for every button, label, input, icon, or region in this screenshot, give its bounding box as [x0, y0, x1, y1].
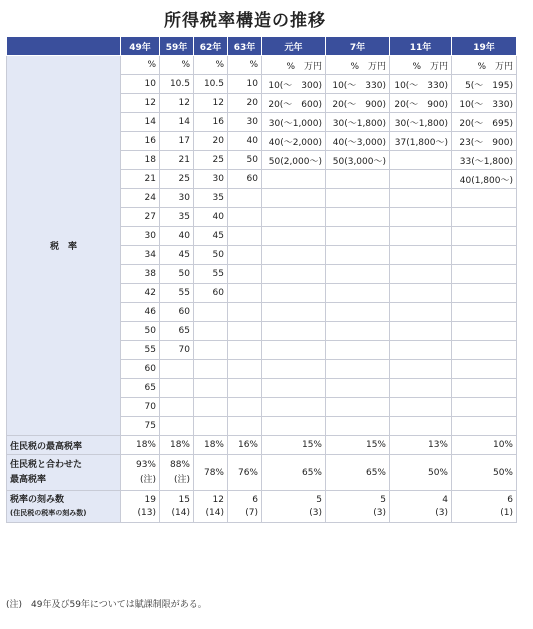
rate-cell: [452, 417, 517, 436]
brackets-value: 6: [507, 494, 513, 505]
rate-cell: [262, 208, 326, 227]
rate-cell: 5(～ 195): [452, 75, 517, 94]
unit-cell: %: [121, 56, 160, 75]
brackets-row: [7, 491, 517, 523]
rate-cell: [390, 417, 452, 436]
rate-cell: [452, 341, 517, 360]
rate-cell: 20(～ 695): [452, 113, 517, 132]
column-header: 63年: [228, 37, 262, 56]
rate-cell: 30: [228, 113, 262, 132]
rate-cell: [262, 227, 326, 246]
footnote: (注) 49年及び59年については賦課制限がある。: [6, 600, 207, 610]
rate-cell: 10.5: [194, 75, 228, 94]
rate-cell: [326, 360, 390, 379]
combined-max-cell: 78%: [194, 455, 228, 491]
tax-rate-table: [6, 36, 517, 523]
rate-cell: 30(～1,800): [326, 113, 390, 132]
rate-cell: [390, 303, 452, 322]
rate-cell: [194, 379, 228, 398]
brackets-label: [7, 491, 121, 523]
brackets-value: 5: [380, 494, 386, 505]
rate-cell: 21: [121, 170, 160, 189]
combined-max-cell: [121, 455, 160, 491]
brackets-value: 12: [212, 494, 224, 505]
column-header: 元年: [262, 37, 326, 56]
resident-max-cell: 18%: [194, 436, 228, 455]
rate-cell: [262, 417, 326, 436]
rate-cell: 12: [160, 94, 194, 113]
rate-cell: 65: [160, 322, 194, 341]
rate-cell: [390, 341, 452, 360]
resident-max-cell: 13%: [390, 436, 452, 455]
rate-cell: 37(1,800～): [390, 132, 452, 151]
rate-cell: 17: [160, 132, 194, 151]
brackets-resident: (14): [205, 507, 224, 518]
brackets-value: 5: [316, 494, 322, 505]
resident-max-label: 住民税の最高税率: [7, 436, 121, 455]
resident-max-cell: 18%: [160, 436, 194, 455]
rate-cell: 40: [160, 227, 194, 246]
rate-cell: [228, 265, 262, 284]
brackets-cell: [194, 491, 228, 523]
combined-max-value: 88%: [169, 459, 190, 470]
brackets-sublabel: (住民税の税率の刻み数): [10, 508, 87, 517]
combined-max-cell: 65%: [262, 455, 326, 491]
rate-cell: 60: [160, 303, 194, 322]
rate-cell: 45: [160, 246, 194, 265]
rate-cell: 38: [121, 265, 160, 284]
rate-cell: 23(～ 900): [452, 132, 517, 151]
combined-max-cell: 50%: [390, 455, 452, 491]
rate-cell: [452, 208, 517, 227]
rate-cell: [262, 189, 326, 208]
rate-cell: [228, 284, 262, 303]
brackets-resident: (7): [245, 507, 258, 518]
resident-max-row: [7, 436, 517, 455]
rate-cell: [194, 417, 228, 436]
rate-cell: [390, 151, 452, 170]
combined-max-cell: 76%: [228, 455, 262, 491]
rate-cell: 10(～ 330): [452, 94, 517, 113]
brackets-cell: [121, 491, 160, 523]
rate-cell: 50: [228, 151, 262, 170]
page-title: 所得税率構造の推移: [164, 11, 326, 31]
rate-cell: 34: [121, 246, 160, 265]
rate-cell: 24: [121, 189, 160, 208]
rate-cell: 30: [194, 170, 228, 189]
rate-cell: 55: [194, 265, 228, 284]
brackets-value: 15: [178, 494, 190, 505]
rate-cell: [452, 246, 517, 265]
rate-cell: [452, 360, 517, 379]
rate-cell: [390, 170, 452, 189]
brackets-cell: [262, 491, 326, 523]
column-header: 49年: [121, 37, 160, 56]
rate-cell: 40(～2,000): [262, 132, 326, 151]
unit-cell: %: [194, 56, 228, 75]
rate-cell: 25: [194, 151, 228, 170]
brackets-value: 4: [442, 494, 448, 505]
rate-cell: [194, 398, 228, 417]
rate-cell: 35: [194, 189, 228, 208]
rate-cell: [452, 284, 517, 303]
rate-cell: 14: [160, 113, 194, 132]
rate-cell: 40: [194, 208, 228, 227]
header-corner: [7, 37, 121, 56]
rate-cell: [452, 189, 517, 208]
rate-cell: [262, 303, 326, 322]
brackets-resident: (14): [171, 507, 190, 518]
rate-cell: 14: [121, 113, 160, 132]
brackets-resident: (1): [500, 507, 513, 518]
rate-cell: [194, 360, 228, 379]
rate-cell: [390, 208, 452, 227]
rate-cell: [228, 341, 262, 360]
brackets-cell: [390, 491, 452, 523]
rate-cell: 16: [121, 132, 160, 151]
brackets-label-main: 税率の刻み数: [10, 494, 65, 505]
rate-cell: [390, 379, 452, 398]
rate-cell: 46: [121, 303, 160, 322]
rate-cell: [390, 246, 452, 265]
rate-cell: [228, 360, 262, 379]
rate-cell: 20: [194, 132, 228, 151]
combined-max-note: (注): [173, 474, 190, 485]
rate-cell: [452, 227, 517, 246]
rate-cell: [390, 227, 452, 246]
rate-cell: 12: [121, 94, 160, 113]
brackets-cell: [160, 491, 194, 523]
rate-cell: 25: [160, 170, 194, 189]
rate-cell: 50: [194, 246, 228, 265]
rate-cell: 40: [228, 132, 262, 151]
rate-cell: 27: [121, 208, 160, 227]
combined-max-cell: [160, 455, 194, 491]
rate-cell: 30: [160, 189, 194, 208]
rate-cell: [326, 284, 390, 303]
rate-cell: [194, 322, 228, 341]
rate-cell: [452, 322, 517, 341]
rate-cell: 75: [121, 417, 160, 436]
rate-cell: 10(～ 330): [326, 75, 390, 94]
rate-cell: [326, 322, 390, 341]
rate-cell: 60: [121, 360, 160, 379]
header-row: [7, 37, 517, 56]
rate-cell: [452, 265, 517, 284]
rate-cell: [160, 360, 194, 379]
rate-cell: 40(1,800～): [452, 170, 517, 189]
combined-max-note: (注): [139, 474, 156, 485]
resident-max-cell: 10%: [452, 436, 517, 455]
rate-cell: [262, 322, 326, 341]
rate-cell: [262, 265, 326, 284]
brackets-resident: (3): [373, 507, 386, 518]
combined-max-label-line2: 最高税率: [10, 474, 47, 485]
rate-cell: [228, 379, 262, 398]
rate-cell: 70: [160, 341, 194, 360]
unit-cell: % 万円: [262, 56, 326, 75]
rate-cell: [262, 360, 326, 379]
resident-max-cell: 18%: [121, 436, 160, 455]
rate-cell: 10: [228, 75, 262, 94]
rate-cell: 12: [194, 94, 228, 113]
rate-cell: [262, 398, 326, 417]
rate-cell: 42: [121, 284, 160, 303]
rate-cell: 55: [160, 284, 194, 303]
rate-cell: [228, 208, 262, 227]
rate-cell: [390, 189, 452, 208]
rate-cell: [262, 284, 326, 303]
column-header: 11年: [390, 37, 452, 56]
rate-cell: 50: [160, 265, 194, 284]
rate-cell: [194, 303, 228, 322]
rate-cell: 70: [121, 398, 160, 417]
rate-cell: 65: [121, 379, 160, 398]
rate-cell: [390, 265, 452, 284]
rate-cell: [160, 417, 194, 436]
rate-cell: [390, 398, 452, 417]
rate-cell: [326, 170, 390, 189]
rate-cell: [160, 379, 194, 398]
unit-cell: % 万円: [452, 56, 517, 75]
column-header: 59年: [160, 37, 194, 56]
rate-cell: [326, 303, 390, 322]
brackets-cell: [452, 491, 517, 523]
rate-cell: 33(～1,800): [452, 151, 517, 170]
rate-cell: [390, 322, 452, 341]
rate-cell: [452, 303, 517, 322]
unit-row: [7, 56, 517, 75]
rate-cell: [452, 379, 517, 398]
rate-cell: 30(～1,800): [390, 113, 452, 132]
column-header: 7年: [326, 37, 390, 56]
brackets-cell: [326, 491, 390, 523]
rate-cell: [326, 398, 390, 417]
rate-cell: 30(～1,000): [262, 113, 326, 132]
rate-cell: 30: [121, 227, 160, 246]
unit-cell: %: [160, 56, 194, 75]
rate-cell: 50(3,000～): [326, 151, 390, 170]
rate-cell: 20(～ 600): [262, 94, 326, 113]
resident-max-cell: 16%: [228, 436, 262, 455]
rate-cell: [228, 303, 262, 322]
rate-cell: 45: [194, 227, 228, 246]
rate-cell: [262, 170, 326, 189]
rate-cell: 35: [160, 208, 194, 227]
rate-cell: 20: [228, 94, 262, 113]
column-header: 19年: [452, 37, 517, 56]
resident-max-cell: 15%: [326, 436, 390, 455]
rate-cell: [326, 417, 390, 436]
rate-cell: [228, 227, 262, 246]
combined-max-cell: 65%: [326, 455, 390, 491]
rate-cell: [262, 379, 326, 398]
rate-cell: [228, 246, 262, 265]
brackets-resident: (3): [309, 507, 322, 518]
rate-cell: 50: [121, 322, 160, 341]
rate-cell: [228, 322, 262, 341]
rate-cell: 10(～ 300): [262, 75, 326, 94]
rate-cell: 10: [121, 75, 160, 94]
rate-cell: 20(～ 900): [390, 94, 452, 113]
rate-cell: [326, 246, 390, 265]
rate-cell: [390, 360, 452, 379]
combined-max-row: [7, 455, 517, 491]
rate-cell: [228, 398, 262, 417]
brackets-value: 19: [144, 494, 156, 505]
resident-max-cell: 15%: [262, 436, 326, 455]
rate-cell: 21: [160, 151, 194, 170]
unit-cell: %: [228, 56, 262, 75]
rate-cell: [326, 379, 390, 398]
combined-max-label: [7, 455, 121, 491]
combined-max-value: 93%: [135, 459, 156, 470]
rate-cell: 60: [228, 170, 262, 189]
rate-cell: 16: [194, 113, 228, 132]
rate-cell: [390, 284, 452, 303]
brackets-resident: (13): [137, 507, 156, 518]
rate-cell: [194, 341, 228, 360]
column-header: 62年: [194, 37, 228, 56]
rate-cell: 55: [121, 341, 160, 360]
brackets-cell: [228, 491, 262, 523]
rate-cell: [326, 208, 390, 227]
rate-cell: [326, 189, 390, 208]
combined-max-cell: 50%: [452, 455, 517, 491]
rate-cell: 18: [121, 151, 160, 170]
rate-cell: [160, 398, 194, 417]
rate-cell: 10(～ 330): [390, 75, 452, 94]
rate-cell: 60: [194, 284, 228, 303]
rate-cell: 40(～3,000): [326, 132, 390, 151]
brackets-resident: (3): [435, 507, 448, 518]
rate-cell: [326, 341, 390, 360]
rate-cell: [452, 398, 517, 417]
rate-cell: 50(2,000～): [262, 151, 326, 170]
unit-cell: % 万円: [390, 56, 452, 75]
brackets-value: 6: [252, 494, 258, 505]
rate-cell: [262, 246, 326, 265]
rate-cell: [228, 189, 262, 208]
rate-cell: [326, 227, 390, 246]
rate-cell: 10.5: [160, 75, 194, 94]
combined-max-label-line1: 住民税と合わせた: [10, 459, 83, 470]
rate-cell: 20(～ 900): [326, 94, 390, 113]
rate-label: 税 率: [7, 56, 121, 436]
rate-cell: [262, 341, 326, 360]
unit-cell: % 万円: [326, 56, 390, 75]
rate-cell: [228, 417, 262, 436]
rate-cell: [326, 265, 390, 284]
